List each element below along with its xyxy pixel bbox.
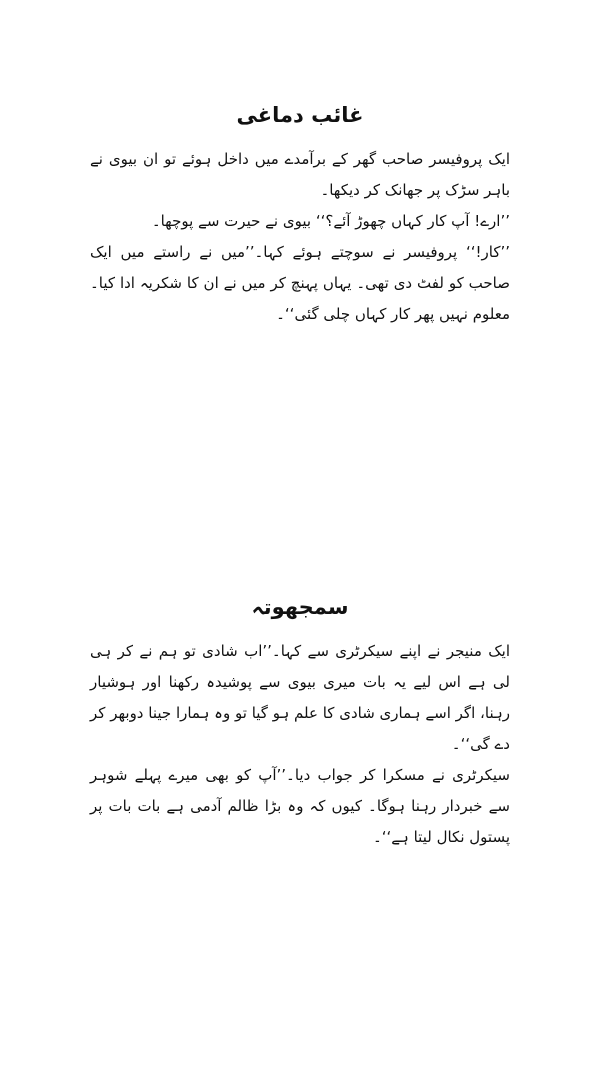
story-paragraph: ’’ارے! آپ کار کہاں چھوڑ آئے؟‘‘ بیوی نے حیرت سے پوچھا۔ xyxy=(151,212,510,230)
story-paragraph: ایک پروفیسر صاحب گھر کے برآمدے میں داخل ہوئے تو ان بیوی نے باہر سڑک پر جھانک کر دیکھا۔ xyxy=(90,150,510,199)
story-absent-minded xyxy=(90,100,510,330)
story-title: غائب دماغی xyxy=(236,103,364,127)
story-paragraph: ایک منیجر نے اپنے سیکرٹری سے کہا۔’’اب شادی تو ہم نے کر ہی لی ہے اس لیے یہ بات میری بیوی سے پوشیدہ رکھنا اور ہوشیار رہنا، اگر اسے ہماری شادی کا علم ہو گیا تو وہ ہمارا جینا دوبھر کر دے گی‘‘۔ xyxy=(90,642,510,753)
story-compromise xyxy=(90,592,510,853)
story-paragraph: سیکرٹری نے مسکرا کر جواب دیا۔’’آپ کو بھی میرے پہلے شوہر سے خبردار رہنا ہوگا۔ کیوں کہ وہ بڑا ظالم آدمی ہے بات بات پر پستول نکال لیتا ہے‘‘۔ xyxy=(90,766,510,846)
story-paragraph: ’’کار!‘‘ پروفیسر نے سوچتے ہوئے کہا۔’’میں نے راستے میں ایک صاحب کو لفٹ دی تھی۔ یہاں پہنچ کر میں نے ان کا شکریہ ادا کیا۔ معلوم نہیں پھر کار کہاں چلی گئی‘‘۔ xyxy=(90,243,510,323)
story-title: سمجھوتہ xyxy=(251,595,349,619)
